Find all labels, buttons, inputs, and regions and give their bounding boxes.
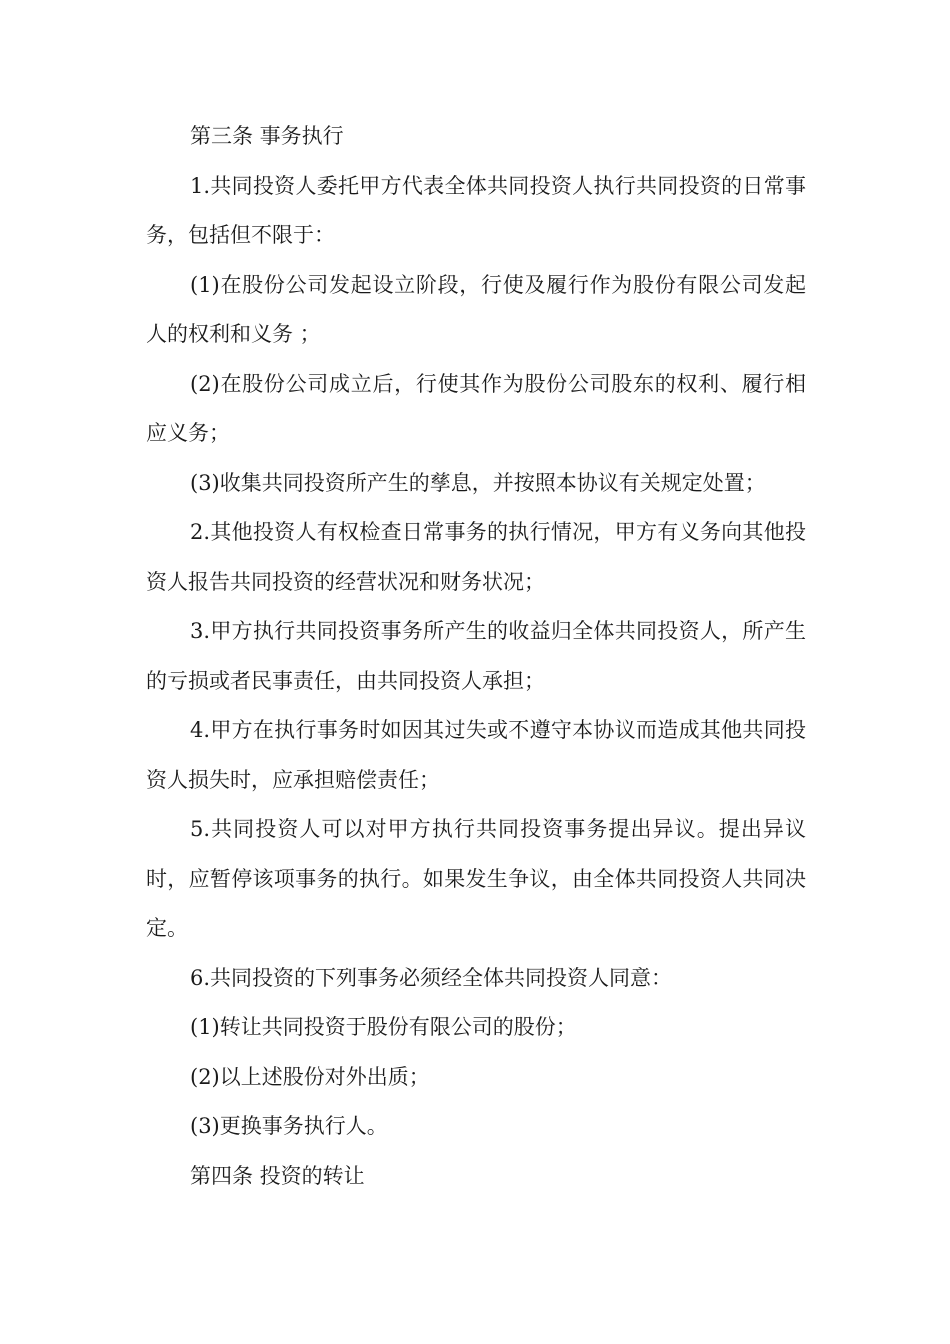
- clause-6-item-3: (3)更换事务执行人。: [190, 1114, 388, 1138]
- clause-6-item-2: (2)以上述股份对外出质；: [190, 1064, 430, 1089]
- clause-1-item-1: (1)在股份公司发起设立阶段，行使及履行作为股份有限公司发起人的权利和义务 ；: [146, 272, 806, 346]
- clause-1-item-2: (2)在股份公司成立后，行使其作为股份公司股东的权利、履行相应义务；: [146, 371, 806, 445]
- clause-1-item-3: (3)收集共同投资所产生的孳息，并按照本协议有关规定处置；: [190, 470, 766, 495]
- clause-2: 2.其他投资人有权检查日常事务的执行情况，甲方有义务向其他投资人报告共同投资的经营状况和财务状况；: [146, 520, 806, 594]
- clause-6-item-1: (1)转让共同投资于股份有限公司的股份；: [190, 1015, 577, 1039]
- section-heading-article-4: 第四条 投资的转让: [190, 1163, 365, 1188]
- clause-3: 3.甲方执行共同投资事务所产生的收益归全体共同投资人，所产生的亏损或者民事责任，由共同投资人承担；: [146, 619, 806, 693]
- clause-1: 1.共同投资人委托甲方代表全体共同投资人执行共同投资的日常事务，包括但不限于：: [146, 173, 806, 247]
- clause-5: 5.共同投资人可以对甲方执行共同投资事务提出异议。提出异议时，应暂停该项事务的执行。如果发生争议，由全体共同投资人共同决定。: [146, 817, 806, 940]
- section-heading-article-3: 第三条 事务执行: [190, 124, 344, 148]
- clause-4: 4.甲方在执行事务时如因其过失或不遵守本协议而造成其他共同投资人损失时，应承担赔偿责任；: [146, 718, 806, 792]
- clause-6: 6.共同投资的下列事务必须经全体共同投资人同意：: [190, 965, 673, 990]
- document-page: [146, 112, 806, 1201]
